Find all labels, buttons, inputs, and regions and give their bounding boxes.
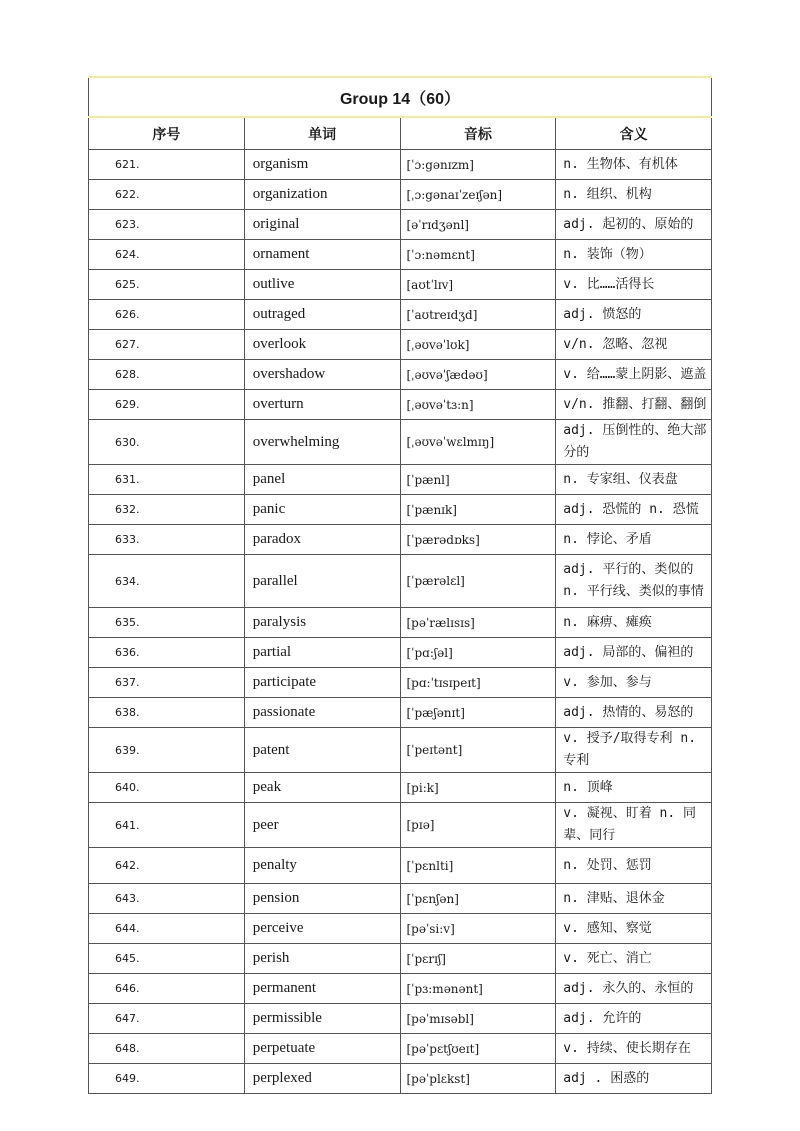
table-row (89, 1004, 712, 1034)
row-meaning (556, 638, 712, 668)
meaning-line: adj. 允许的 (563, 1010, 642, 1026)
table-row (89, 555, 712, 608)
row-meaning (556, 884, 712, 914)
row-word: outraged (244, 300, 400, 330)
row-word: organization (244, 180, 400, 210)
meaning-line: adj. 平行的、类似的 (563, 562, 694, 577)
row-meaning (556, 330, 712, 360)
table-row (89, 698, 712, 728)
row-word: panic (244, 495, 400, 525)
row-word: perceive (244, 914, 400, 944)
meaning-line: v/n. 忽略、忽视 (563, 336, 668, 352)
row-meaning (556, 803, 712, 848)
row-meaning (556, 180, 712, 210)
row-word: overlook (244, 330, 400, 360)
row-number: 646. (89, 974, 245, 1004)
row-word: penalty (244, 848, 400, 884)
row-phonetic: [əˈrɪdʒənl] (400, 210, 556, 240)
row-meaning (556, 555, 712, 608)
row-number: 641. (89, 803, 245, 848)
row-phonetic: [ˈɔ:gənɪzm] (400, 150, 556, 180)
row-word: participate (244, 668, 400, 698)
row-number: 635. (89, 608, 245, 638)
row-phonetic: [ˈpɛnʃən] (400, 884, 556, 914)
row-word: overturn (244, 390, 400, 420)
row-phonetic: [pəˈsi:v] (400, 914, 556, 944)
table-body (89, 150, 712, 1094)
row-phonetic: [ˌəʊvəˈlʊk] (400, 330, 556, 360)
row-number: 634. (89, 555, 245, 608)
row-phonetic: [ˈpærəlɛl] (400, 555, 556, 608)
meaning-line: n. 悖论、矛盾 (563, 531, 652, 547)
table-row (89, 180, 712, 210)
row-meaning (556, 728, 712, 773)
table-row (89, 773, 712, 803)
header-row (89, 117, 712, 150)
header-meaning: 含义 (556, 117, 712, 150)
row-phonetic: [ˌəʊvəˈtɜ:n] (400, 390, 556, 420)
row-phonetic: [ˈpænɪk] (400, 495, 556, 525)
row-meaning (556, 608, 712, 638)
row-phonetic: [ˈpæʃənɪt] (400, 698, 556, 728)
row-number: 648. (89, 1034, 245, 1064)
row-phonetic: [ˌɔ:gənaɪˈzeɪʃən] (400, 180, 556, 210)
row-phonetic: [ˈpærədɒks] (400, 525, 556, 555)
row-number: 623. (89, 210, 245, 240)
row-meaning (556, 210, 712, 240)
meaning-line: adj. 永久的、永恒的 (563, 980, 694, 996)
table-row (89, 300, 712, 330)
row-meaning (556, 465, 712, 495)
table-row (89, 728, 712, 773)
row-meaning (556, 420, 712, 465)
meaning-line: v. 持续、使长期存在 (563, 1040, 691, 1056)
row-number: 621. (89, 150, 245, 180)
row-word: peak (244, 773, 400, 803)
row-number: 636. (89, 638, 245, 668)
meaning-line: v. 给……蒙上阴影、遮盖 (563, 366, 707, 382)
row-word: passionate (244, 698, 400, 728)
row-meaning (556, 390, 712, 420)
row-phonetic: [ˈpænl] (400, 465, 556, 495)
meaning-line: n. 生物体、有机体 (563, 156, 678, 172)
row-phonetic: [ˈpɛrɪʃ] (400, 944, 556, 974)
vocabulary-sheet (88, 76, 712, 1094)
meaning-line: v. 授予/取得专利 n. 专利 (563, 731, 697, 768)
table-row (89, 803, 712, 848)
row-phonetic: [pəˈpɛtʃʊeɪt] (400, 1034, 556, 1064)
table-row (89, 390, 712, 420)
row-phonetic: [pɑ:ˈtɪsɪpeɪt] (400, 668, 556, 698)
meaning-line: v. 参加、参与 (563, 674, 652, 690)
row-number: 625. (89, 270, 245, 300)
row-number: 638. (89, 698, 245, 728)
row-word: perish (244, 944, 400, 974)
row-meaning (556, 668, 712, 698)
meaning-line: n. 津贴、退休金 (563, 890, 665, 906)
header-phonetic: 音标 (400, 117, 556, 150)
meaning-line: v. 比……活得长 (563, 276, 655, 292)
table-row (89, 638, 712, 668)
row-meaning (556, 495, 712, 525)
table-row (89, 525, 712, 555)
row-number: 632. (89, 495, 245, 525)
row-number: 628. (89, 360, 245, 390)
table-row (89, 150, 712, 180)
table-row (89, 884, 712, 914)
meaning-line: n. 专家组、仪表盘 (563, 471, 678, 487)
meaning-line: adj. 局部的、偏袒的 (563, 644, 694, 660)
row-word: perplexed (244, 1064, 400, 1094)
row-number: 622. (89, 180, 245, 210)
row-word: overwhelming (244, 420, 400, 465)
row-number: 637. (89, 668, 245, 698)
row-word: perpetuate (244, 1034, 400, 1064)
meaning-line: v. 凝视、盯着 n. 同辈、同行 (563, 806, 697, 843)
row-word: original (244, 210, 400, 240)
row-phonetic: [aʊtˈlɪv] (400, 270, 556, 300)
row-word: peer (244, 803, 400, 848)
row-phonetic: [pəˈrælɪsɪs] (400, 608, 556, 638)
row-word: parallel (244, 555, 400, 608)
row-number: 645. (89, 944, 245, 974)
table-row (89, 1064, 712, 1094)
table-row (89, 914, 712, 944)
row-number: 624. (89, 240, 245, 270)
meaning-line: n. 平行线、类似的事情 (563, 584, 704, 599)
row-meaning (556, 1034, 712, 1064)
meaning-line: n. 麻痹、瘫痪 (563, 614, 652, 630)
row-number: 649. (89, 1064, 245, 1094)
row-phonetic: [ˈpɑ:ʃəl] (400, 638, 556, 668)
meaning-line: adj . 困惑的 (563, 1070, 650, 1086)
header-number: 序号 (89, 117, 245, 150)
row-meaning (556, 525, 712, 555)
row-meaning (556, 240, 712, 270)
row-word: organism (244, 150, 400, 180)
row-number: 629. (89, 390, 245, 420)
meaning-line: n. 顶峰 (563, 779, 613, 795)
row-word: panel (244, 465, 400, 495)
row-phonetic: [pɪə] (400, 803, 556, 848)
group-title: Group 14（60） (89, 77, 712, 117)
meaning-line: n. 装饰（物） (563, 246, 652, 262)
meaning-line: v/n. 推翻、打翻、翻倒 (563, 396, 707, 412)
meaning-line: adj. 愤怒的 (563, 306, 642, 322)
table-row (89, 848, 712, 884)
row-phonetic: [ˈaʊtreɪdʒd] (400, 300, 556, 330)
row-meaning (556, 150, 712, 180)
table-row (89, 1034, 712, 1064)
row-meaning (556, 270, 712, 300)
row-phonetic: [ˈpɜ:mənənt] (400, 974, 556, 1004)
row-number: 643. (89, 884, 245, 914)
table-row (89, 420, 712, 465)
row-number: 627. (89, 330, 245, 360)
row-number: 642. (89, 848, 245, 884)
table-row (89, 465, 712, 495)
meaning-line: adj. 起初的、原始的 (563, 216, 694, 232)
row-word: ornament (244, 240, 400, 270)
row-meaning (556, 974, 712, 1004)
meaning-line: adj. 恐慌的 n. 恐慌 (563, 501, 699, 517)
row-word: permissible (244, 1004, 400, 1034)
row-phonetic: [ˈpɛnlti] (400, 848, 556, 884)
vocabulary-table (88, 76, 712, 1094)
table-row (89, 974, 712, 1004)
row-phonetic: [pəˈplɛkst] (400, 1064, 556, 1094)
meaning-line: adj. 压倒性的、绝大部分的 (563, 423, 707, 460)
table-row (89, 210, 712, 240)
meaning-line: n. 组织、机构 (563, 186, 652, 202)
meaning-line: v. 感知、察觉 (563, 920, 652, 936)
row-word: pension (244, 884, 400, 914)
row-meaning (556, 773, 712, 803)
row-number: 631. (89, 465, 245, 495)
table-row (89, 240, 712, 270)
header-word: 单词 (244, 117, 400, 150)
row-phonetic: [ˈɔ:nəmɛnt] (400, 240, 556, 270)
table-row (89, 360, 712, 390)
table-row (89, 668, 712, 698)
meaning-line: n. 处罚、惩罚 (563, 857, 652, 873)
meaning-line: v. 死亡、消亡 (563, 950, 652, 966)
table-row (89, 495, 712, 525)
row-word: paralysis (244, 608, 400, 638)
row-meaning (556, 698, 712, 728)
row-word: paradox (244, 525, 400, 555)
row-number: 644. (89, 914, 245, 944)
table-row (89, 270, 712, 300)
row-number: 626. (89, 300, 245, 330)
row-phonetic: [ˌəʊvəˈwɛlmɪŋ] (400, 420, 556, 465)
table-row (89, 608, 712, 638)
row-phonetic: [ˌəʊvəˈʃædəʊ] (400, 360, 556, 390)
row-number: 640. (89, 773, 245, 803)
row-number: 630. (89, 420, 245, 465)
row-phonetic: [pi:k] (400, 773, 556, 803)
row-meaning (556, 360, 712, 390)
row-number: 633. (89, 525, 245, 555)
row-word: patent (244, 728, 400, 773)
row-word: permanent (244, 974, 400, 1004)
table-row (89, 330, 712, 360)
row-word: partial (244, 638, 400, 668)
row-meaning (556, 1064, 712, 1094)
row-word: outlive (244, 270, 400, 300)
meaning-line: adj. 热情的、易怒的 (563, 704, 694, 720)
row-phonetic: [pəˈmɪsəbl] (400, 1004, 556, 1034)
row-word: overshadow (244, 360, 400, 390)
table-row (89, 944, 712, 974)
row-meaning (556, 944, 712, 974)
row-meaning (556, 914, 712, 944)
row-meaning (556, 848, 712, 884)
row-meaning (556, 1004, 712, 1034)
row-number: 647. (89, 1004, 245, 1034)
row-number: 639. (89, 728, 245, 773)
row-phonetic: [ˈpeɪtənt] (400, 728, 556, 773)
row-meaning (556, 300, 712, 330)
